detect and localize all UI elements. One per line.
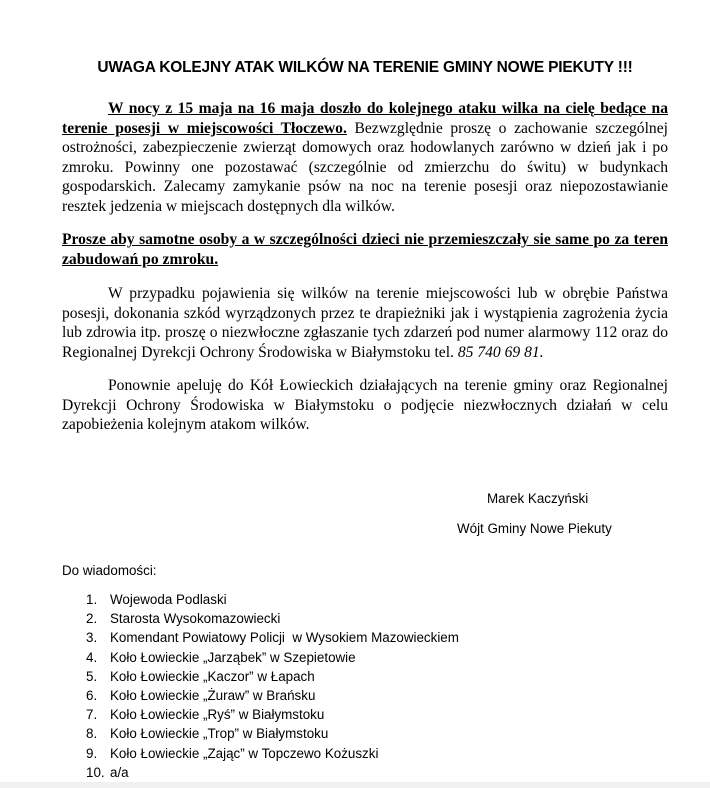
paragraph-reporting <box>62 284 668 362</box>
list-item <box>86 744 459 763</box>
signature-position: Wójt Gminy Nowe Piekuty <box>457 521 612 536</box>
phone-number: 85 740 69 81 <box>457 343 540 361</box>
viewer-bottom-edge <box>0 782 710 788</box>
list-text: Komendant Powiatowy Policji w Wysokiem Mazowieckiem <box>110 630 459 646</box>
list-number: 10. <box>86 764 105 780</box>
precautions-text: Bezwzględnie proszę o zachowanie szczególnej ostrożności, zabezpieczenie zwierząt domowych oraz hodowlanych zarówno w dzień jak i po zmroku. Powinny one pozostawać (szczególnie od zmierzchu do świtu) w budynkach gospodarskich. Zalecamy zamykanie psów na noc na terenie posesji oraz niepozostawianie resztek jedzenia w miejscach dostępnych dla wilków. <box>62 119 668 215</box>
list-item <box>86 763 459 782</box>
list-text: Starosta Wysokomazowiecki <box>110 611 281 627</box>
list-text: Koło Łowieckie „Ryś” w Białymstoku <box>110 707 325 723</box>
paragraph-attack-notice <box>62 99 668 216</box>
list-number: 6. <box>86 687 98 703</box>
list-item <box>86 628 459 647</box>
reporting-text: W przypadku pojawienia się wilków na terenie miejscowości lub w obrębie Państwa posesji, dokonania szkód wyrządzonych przez te drapieżniki jak i wystąpienia zagrożenia życia lub zdrowia itp. proszę o niezwłoczne zgłaszanie tych zdarzeń pod numer alarmowy 112 oraz do Regionalnej Dyrekcji Ochrony Środowiska w Białymstoku tel. <box>62 285 668 361</box>
phone-suffix: . <box>539 343 544 361</box>
list-number: 8. <box>86 726 98 742</box>
signature-name: Marek Kaczyński <box>487 491 589 506</box>
cc-label: Do wiadomości: <box>62 563 157 578</box>
attack-details-highlight: W nocy z 15 maja na 16 maja doszło do kolejnego ataku wilka na cielę bedące na terenie posesji w miejscowości Tłoczewo. <box>62 100 668 137</box>
cc-list <box>86 590 459 782</box>
list-text: Koło Łowieckie „Trop” w Białymstoku <box>110 726 329 742</box>
list-text: a/a <box>110 764 129 780</box>
list-number: 2. <box>86 611 98 627</box>
list-item <box>86 724 459 743</box>
paragraph-children-warning <box>62 230 668 269</box>
list-item <box>86 590 459 609</box>
children-warning-text: Prosze aby samotne osoby a w szczególności dzieci nie przemieszczały sie same po za teren zabudowań po zmroku. <box>62 231 668 268</box>
document-title: UWAGA KOLEJNY ATAK WILKÓW NA TERENIE GMINY NOWE PIEKUTY !!! <box>97 59 633 76</box>
list-number: 4. <box>86 649 98 665</box>
list-number: 7. <box>86 707 98 723</box>
list-text: Wojewoda Podlaski <box>110 592 227 607</box>
list-item <box>86 705 459 724</box>
paragraph-appeal <box>62 376 668 435</box>
list-item <box>86 648 459 667</box>
list-item <box>86 686 459 705</box>
list-number: 5. <box>86 668 98 684</box>
list-text: Koło Łowieckie „Zając” w Topczewo Kożuszki <box>110 745 379 761</box>
list-text: Koło Łowieckie „Żuraw” w Brańsku <box>110 687 316 703</box>
list-text: Koło Łowieckie „Kaczor” w Łapach <box>110 668 315 684</box>
list-number: 9. <box>86 745 98 761</box>
list-number: 1. <box>86 592 98 607</box>
list-item <box>86 667 459 686</box>
list-item <box>86 609 459 628</box>
list-number: 3. <box>86 630 98 646</box>
list-text: Koło Łowieckie „Jarząbek” w Szepietowie <box>110 649 356 665</box>
appeal-text: Ponownie apeluję do Kół Łowieckich działających na terenie gminy oraz Regionalnej Dyrekcji Ochrony Środowiska w Białymstoku o podjęcie niezwłocznych działań w celu zapobieżenia kolejnym atakom wilków. <box>62 377 668 433</box>
